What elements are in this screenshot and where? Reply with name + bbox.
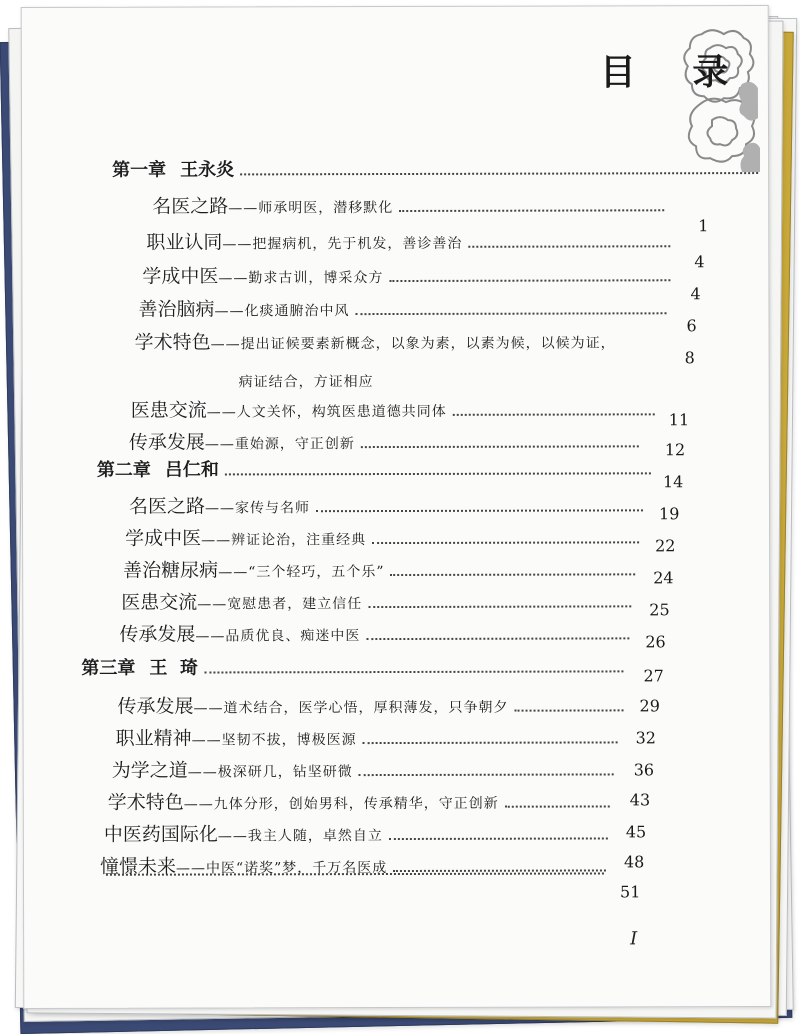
toc-entry[interactable]: [104, 818, 614, 846]
section-subtitle: ——“三个轻巧，五个乐”: [218, 564, 385, 581]
page-number: 48: [623, 852, 645, 872]
section-subtitle: ——重始源，守正创新: [204, 436, 355, 453]
page-number: 32: [635, 728, 656, 748]
toc-entry[interactable]: [125, 522, 645, 550]
section-title: 传承发展: [117, 695, 194, 718]
leader-dots: [356, 312, 667, 315]
page-number: 45: [625, 822, 647, 842]
page-number: 27: [643, 666, 664, 686]
toc-entry[interactable]: [117, 690, 629, 718]
section-title: 学术特色: [134, 331, 211, 354]
leader-dots: [366, 637, 629, 640]
page-number: 51: [619, 882, 641, 902]
toc-entry[interactable]: [129, 426, 645, 454]
chapter-name: 王永炎: [180, 159, 235, 181]
toc-entry[interactable]: [121, 586, 637, 614]
section-subtitle: ——道术结合，医学心悟，厚积薄发，只争朝夕: [193, 699, 509, 717]
chapter-heading[interactable]: [81, 652, 629, 679]
section-title: 名医之路: [152, 195, 229, 218]
section-title: 学成中医: [125, 527, 202, 550]
section-subtitle: ——宽慰患者，建立信任: [197, 596, 363, 613]
section-subtitle: ——化痰通腑治中风: [214, 303, 350, 320]
leader-dots: [391, 573, 636, 576]
leader-dots: [389, 279, 670, 282]
leader-dots: [316, 509, 643, 512]
section-subtitle: ——坚韧不拔，博极医源: [191, 732, 357, 749]
leader-dots: [204, 670, 623, 673]
section-title: 善治脑病: [138, 298, 215, 321]
page-number: 25: [649, 600, 670, 620]
section-title: 传承发展: [119, 623, 196, 646]
section-subtitle: ——提出证候要素新概念，以象为素，以素为候，以候为证，: [210, 335, 616, 353]
chapter-label: 第三章: [81, 657, 136, 679]
section-subtitle: ——勤求古训，博采众方: [218, 270, 384, 287]
section-title: 中医药国际化: [103, 823, 218, 846]
page-number: 8: [684, 348, 695, 368]
chapter-heading: [112, 154, 764, 182]
section-subtitle: ——辨证论治，注重经典: [201, 532, 367, 549]
toc-entry[interactable]: [119, 618, 635, 646]
page-number: 11: [668, 410, 690, 430]
section-subtitle: ——家传与名师: [204, 500, 311, 517]
page-number: 22: [655, 536, 676, 556]
toc-entry[interactable]: [123, 554, 641, 582]
page-title: 目 录: [599, 51, 751, 94]
leader-dots: [361, 445, 639, 448]
toc-trailing-leader: [100, 872, 610, 879]
leader-dots: [453, 413, 655, 416]
leader-dots: [505, 805, 610, 807]
section-title: 医患交流: [130, 399, 207, 422]
section-subtitle: ——人文关怀，构筑医患道德共同体: [206, 403, 447, 421]
section-title: 传承发展: [128, 431, 205, 454]
leader-dots: [515, 709, 624, 711]
section-subtitle: ——中医“诺奖”梦，千万名医成: [175, 860, 388, 877]
page-number: 36: [633, 760, 655, 780]
leader-dots: [225, 472, 651, 475]
leader-dots: [399, 209, 664, 212]
toc-entry[interactable]: [138, 293, 672, 321]
section-title: 善治糖尿病: [123, 559, 219, 582]
toc-entry[interactable]: [112, 754, 620, 782]
toc-entry[interactable]: [108, 786, 616, 814]
section-title: 学术特色: [107, 791, 184, 814]
page-number: 43: [629, 790, 651, 810]
section-title: 憧憬未来: [99, 855, 176, 878]
page-number: 29: [639, 696, 660, 716]
page-number: 26: [645, 632, 666, 652]
leader-dots: [240, 172, 758, 175]
leader-dots: [372, 541, 639, 544]
toc-entry[interactable]: [135, 326, 679, 354]
section-subtitle: ——我主人随，卓然自立: [217, 828, 383, 845]
section-subtitle: ——把握病机，先于机发，善诊善治: [222, 235, 463, 253]
section-title: 职业认同: [146, 231, 223, 254]
section-title: 职业精神: [115, 727, 192, 750]
section-title: 名医之路: [128, 495, 206, 518]
leader-dots: [389, 837, 608, 840]
toc-entry[interactable]: [129, 490, 649, 518]
section-subtitle: ——品质优良、痴迷中医: [195, 628, 361, 645]
section-subtitle: ——极深研几，钻坚研微: [187, 764, 353, 781]
leader-dots: [106, 872, 604, 875]
page-number: 19: [658, 504, 680, 524]
page-number: 24: [653, 568, 674, 588]
section-title: 医患交流: [121, 591, 198, 614]
chapter-label: 第二章: [96, 459, 151, 481]
toc-entry[interactable]: [152, 190, 670, 218]
leader-dots: [468, 245, 670, 248]
section-subtitle: ——九体分形，创始男科，传承精华，守正创新: [183, 795, 499, 813]
toc-entry[interactable]: [146, 226, 676, 254]
section-title: 学成中医: [142, 265, 219, 288]
chapter-heading[interactable]: [97, 454, 657, 481]
chapter-name: 王 琦: [149, 657, 198, 679]
section-subtitle-continued: 病证结合，方证相应: [238, 374, 374, 391]
page-number: 6: [686, 316, 697, 336]
toc-entry-continued: [239, 370, 639, 391]
toc-entry[interactable]: [131, 394, 661, 422]
page-number: 4: [690, 284, 701, 304]
page-number: 12: [664, 440, 686, 460]
page-number: 4: [694, 252, 705, 272]
toc-entry[interactable]: [142, 260, 676, 288]
chapter-label: 第一章: [112, 159, 167, 181]
book-page: [21, 5, 772, 1009]
folio: I: [630, 928, 638, 950]
section-subtitle: ——师承明医，潜移默化: [228, 200, 394, 217]
page-number: 1: [698, 216, 709, 236]
leader-dots: [363, 741, 618, 744]
section-title: 为学之道: [111, 759, 188, 782]
page-number: 14: [662, 472, 684, 492]
leader-dots: [359, 773, 614, 776]
chapter-name: 吕仁和: [164, 459, 219, 481]
leader-dots: [368, 605, 631, 608]
toc-entry[interactable]: [116, 722, 624, 750]
